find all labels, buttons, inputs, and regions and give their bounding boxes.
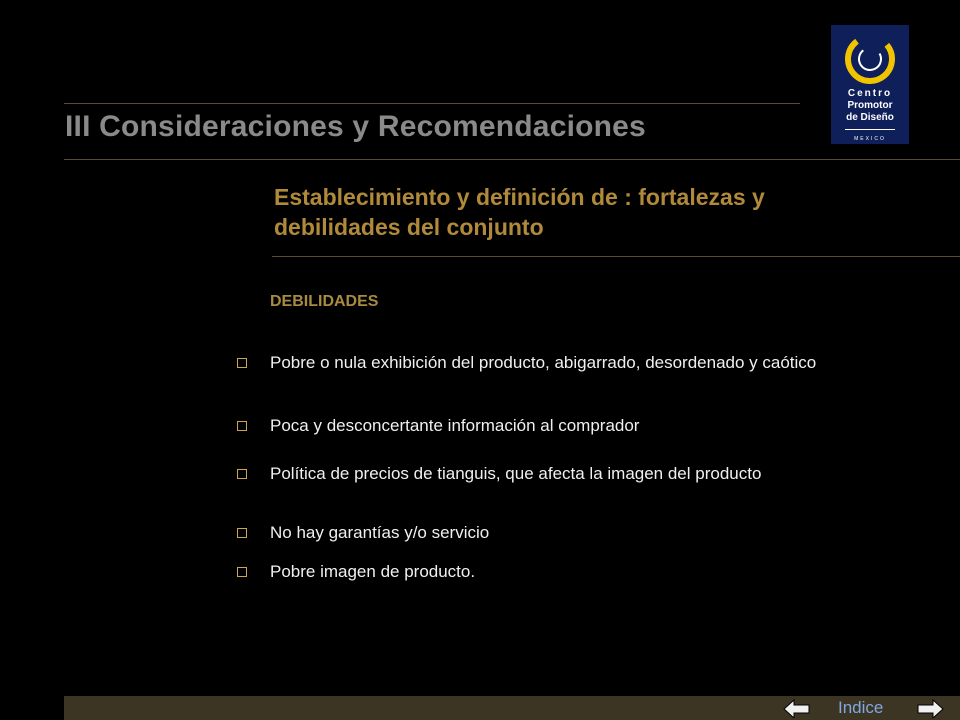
logo-divider	[845, 129, 895, 130]
index-link[interactable]: Indice	[838, 698, 884, 717]
bullet-box-icon	[237, 358, 247, 368]
section-label: DEBILIDADES	[270, 293, 379, 310]
footer-bar	[64, 696, 960, 720]
bullet-item	[270, 352, 830, 373]
logo-line-1: Centro	[847, 88, 893, 99]
arrow-right-icon[interactable]	[916, 698, 944, 718]
subtitle: Establecimiento y definición de : fortalezas y debilidades del conjunto	[274, 184, 765, 240]
centro-promotor-logo	[831, 25, 909, 144]
title-bottom-rule	[64, 159, 960, 160]
bullet-text: Pobre imagen de producto.	[270, 562, 476, 581]
logo-line-3: de Diseño	[846, 112, 894, 123]
bullet-text: Poca y desconcertante información al comprador	[270, 416, 640, 435]
title-top-rule	[64, 103, 800, 104]
subtitle-rule	[272, 256, 960, 257]
bullet-text: Pobre o nula exhibición del producto, abigarrado, desordenado y caótico	[270, 353, 817, 372]
bullet-box-icon	[237, 421, 247, 431]
bullet-item	[270, 561, 830, 582]
logo-line-2: Promotor	[847, 100, 893, 111]
bullet-box-icon	[237, 469, 247, 479]
bullet-text: No hay garantías y/o servicio	[270, 523, 490, 542]
page-title: III Consideraciones y Recomendaciones	[65, 110, 646, 143]
arrow-left-icon[interactable]	[783, 698, 811, 718]
bullet-box-icon	[237, 567, 247, 577]
bullet-text: Política de precios de tianguis, que afecta la imagen del producto	[270, 464, 762, 483]
bullet-item	[270, 522, 830, 543]
ring-icon	[831, 25, 909, 87]
bullet-item	[270, 463, 830, 484]
logo-line-4: MEXICO	[854, 136, 886, 142]
bullet-item	[270, 415, 830, 436]
bullet-box-icon	[237, 528, 247, 538]
